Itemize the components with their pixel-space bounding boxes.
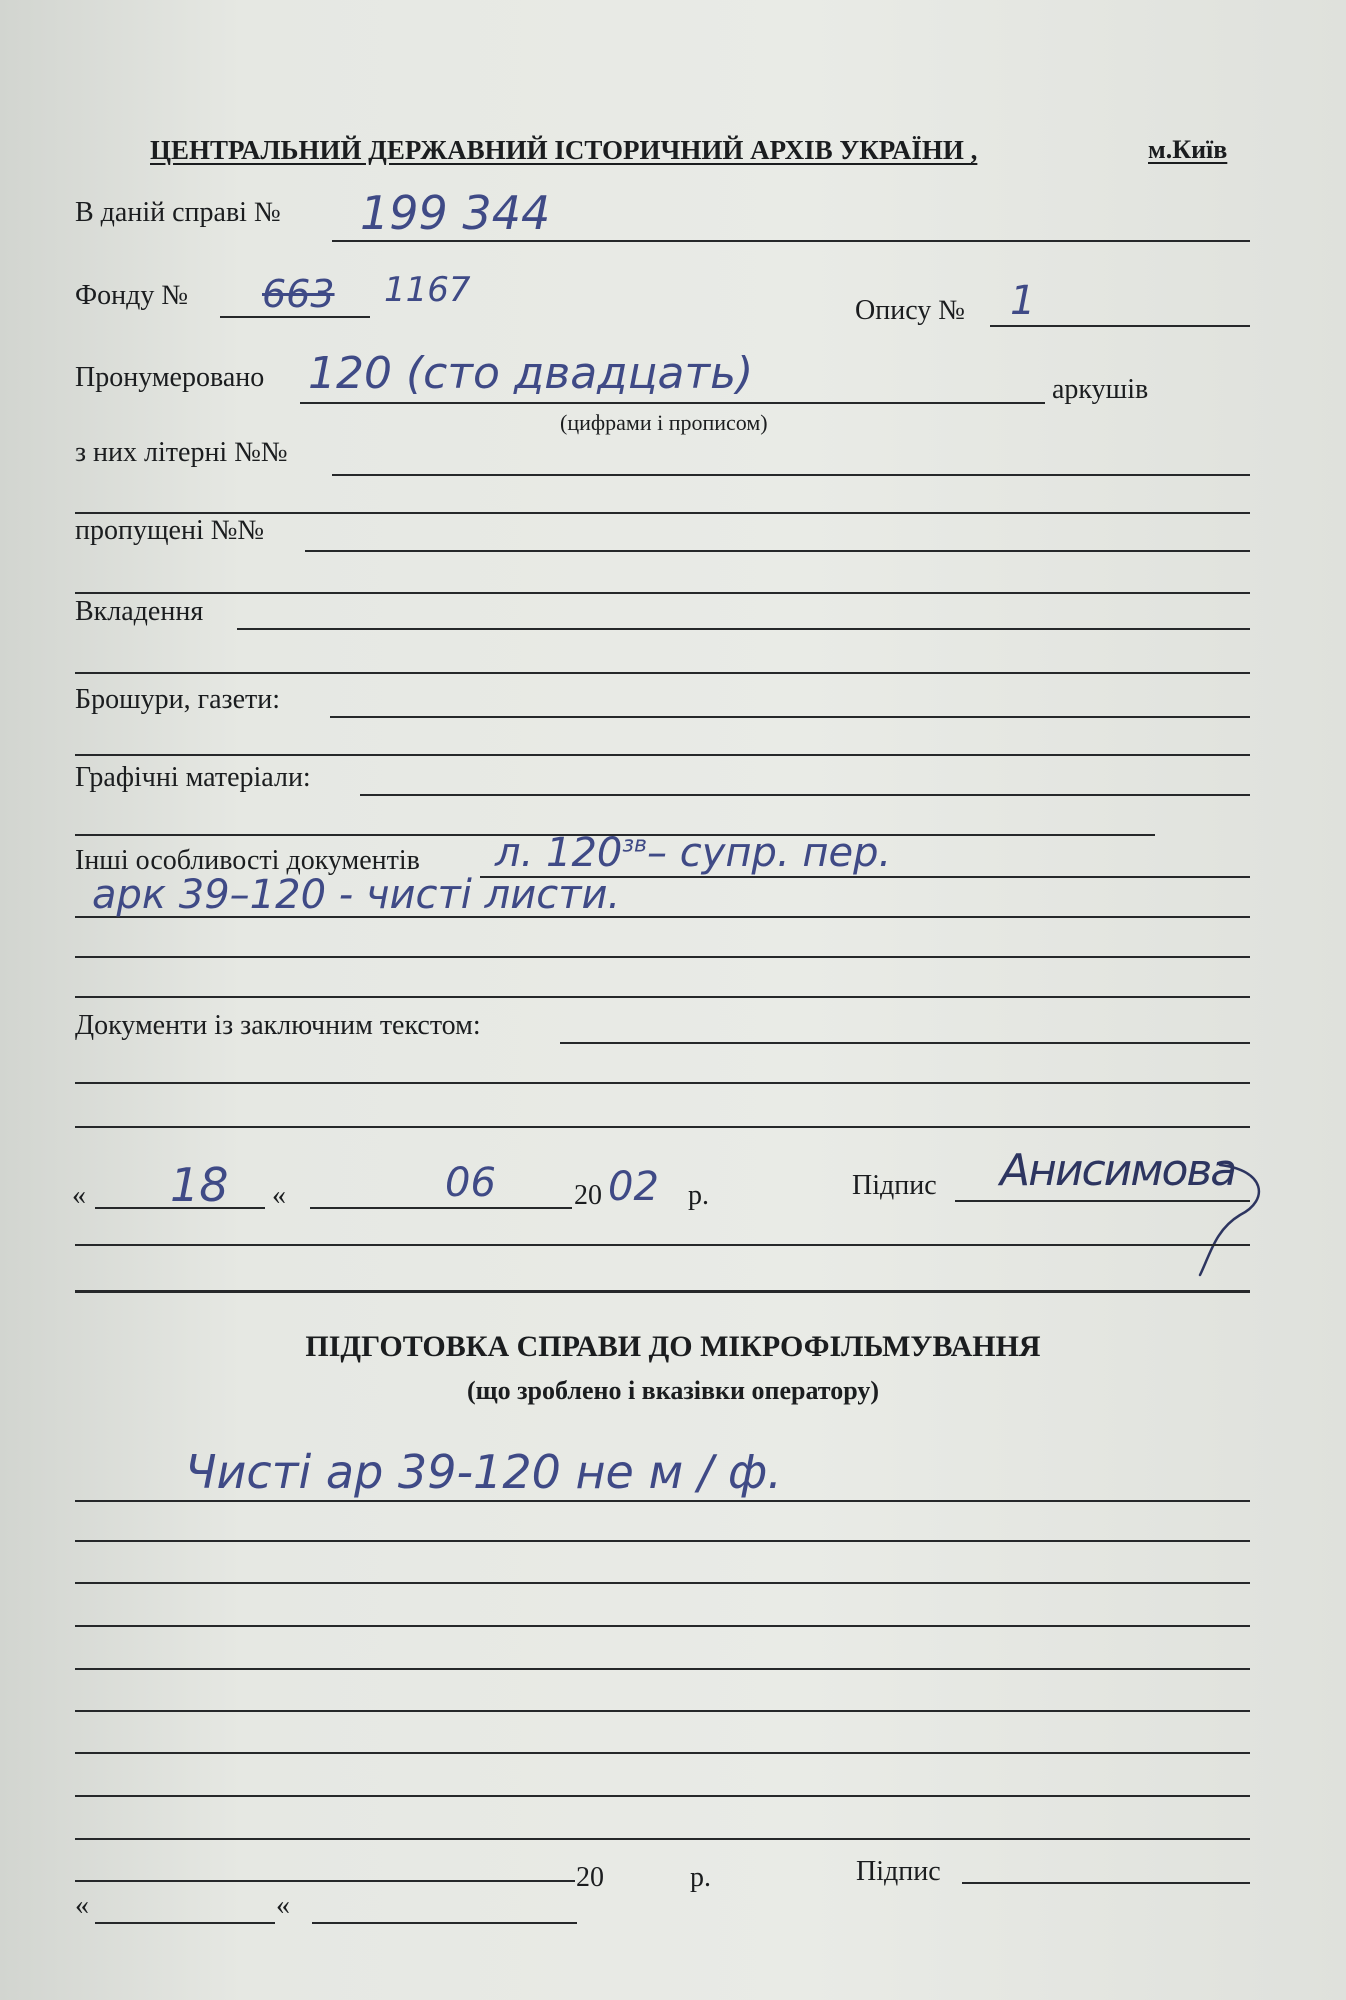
graphics-line — [360, 794, 1250, 796]
skipped-line — [305, 550, 1250, 552]
opys-label: Опису № — [855, 295, 965, 326]
microfilm-line — [75, 1795, 1250, 1797]
attachments-label: Вкладення — [75, 596, 204, 627]
date1-signature: Анисимова — [1000, 1145, 1236, 1196]
date2-left-line — [75, 1880, 575, 1882]
numbered-hint: (цифрами і прописом) — [560, 410, 768, 435]
brochures-line — [330, 716, 1250, 718]
date1-month: 06 — [445, 1160, 496, 1206]
microfilm-subtitle: (що зроблено і вказівки оператору) — [466, 1376, 879, 1405]
brochures-label: Брошури, газети: — [75, 684, 281, 715]
blank-line — [75, 996, 1250, 998]
numbered-line — [300, 402, 1045, 404]
date1-month-line — [310, 1207, 572, 1209]
date2-day-line — [95, 1922, 275, 1924]
blank-line — [75, 672, 1250, 674]
blank-line — [75, 1082, 1250, 1084]
blank-line — [75, 592, 1250, 594]
microfilm-line — [75, 1500, 1250, 1502]
letters-line — [332, 474, 1250, 476]
skipped-label: пропущені №№ — [75, 515, 265, 546]
fond-label: Фонду № — [75, 280, 189, 311]
other-value-sup: зв — [622, 832, 648, 858]
archive-city: м.Київ — [1148, 135, 1228, 164]
microfilm-line — [75, 1582, 1250, 1584]
blank-line — [75, 754, 1250, 756]
date2-r-label: р. — [690, 1862, 711, 1893]
fond-value-struck: 663 — [262, 272, 335, 316]
date2-open-quote: « — [75, 1890, 89, 1921]
date1-sign-label: Підпис — [852, 1170, 937, 1201]
other-value-line1 — [495, 830, 891, 876]
blank-line — [75, 956, 1250, 958]
case-label: В даній справі № — [75, 197, 281, 228]
date2-sign-label: Підпис — [856, 1856, 941, 1887]
other-value-leaf: л. 120 — [495, 830, 623, 876]
date2-month-line — [312, 1922, 577, 1924]
date1-close-quote: « — [272, 1180, 286, 1211]
blank-line — [75, 1126, 1250, 1128]
signature-flourish — [1180, 1160, 1310, 1285]
closing-label: Документи із заключним текстом: — [75, 1010, 481, 1041]
date2-sign-line — [962, 1882, 1250, 1884]
numbered-suffix: аркушів — [1052, 374, 1149, 405]
other-value-line2: арк 39–120 - чисті листи. — [92, 872, 621, 918]
opys-value: 1 — [1010, 278, 1036, 324]
microfilm-title: ПІДГОТОВКА СПРАВИ ДО МІКРОФІЛЬМУВАННЯ — [305, 1330, 1041, 1363]
fond-line — [220, 316, 370, 318]
opys-line — [990, 325, 1250, 327]
blank-line — [75, 512, 1250, 514]
microfilm-line — [75, 1710, 1250, 1712]
microfilm-line — [75, 1838, 1250, 1840]
other-value-rest: – супр. пер. — [647, 830, 892, 876]
date1-day: 18 — [170, 1158, 229, 1212]
case-value: 199 344 — [360, 186, 551, 240]
microfilm-line — [75, 1668, 1250, 1670]
closing-line — [560, 1042, 1250, 1044]
numbered-value: 120 (сто двадцать) — [308, 348, 754, 399]
letters-label: з них літерні №№ — [75, 437, 288, 468]
case-line — [332, 240, 1250, 242]
fond-value: 1167 — [384, 270, 471, 310]
microfilm-line — [75, 1540, 1250, 1542]
date2-year-prefix: 20 — [576, 1862, 604, 1893]
microfilm-note: Чисті ар 39-120 не м / ф. — [185, 1445, 782, 1499]
graphics-label: Графічні матеріали: — [75, 762, 311, 793]
date1-year-suffix: 02 — [608, 1164, 659, 1210]
microfilm-line — [75, 1625, 1250, 1627]
other-label: Інші особливості документів — [75, 845, 420, 876]
date1-open-quote: « — [72, 1180, 86, 1211]
date2-close-quote: « — [276, 1890, 290, 1921]
blank-line — [75, 1244, 1250, 1246]
numbered-label: Пронумеровано — [75, 362, 265, 393]
date1-year-prefix: 20 — [574, 1180, 602, 1211]
attachments-line — [237, 628, 1250, 630]
microfilm-line — [75, 1752, 1250, 1754]
section-separator — [75, 1290, 1250, 1293]
archive-name: ЦЕНТРАЛЬНИЙ ДЕРЖАВНИЙ ІСТОРИЧНИЙ АРХІВ УКРАЇНИ , — [150, 135, 978, 165]
date1-r-label: р. — [688, 1180, 709, 1211]
